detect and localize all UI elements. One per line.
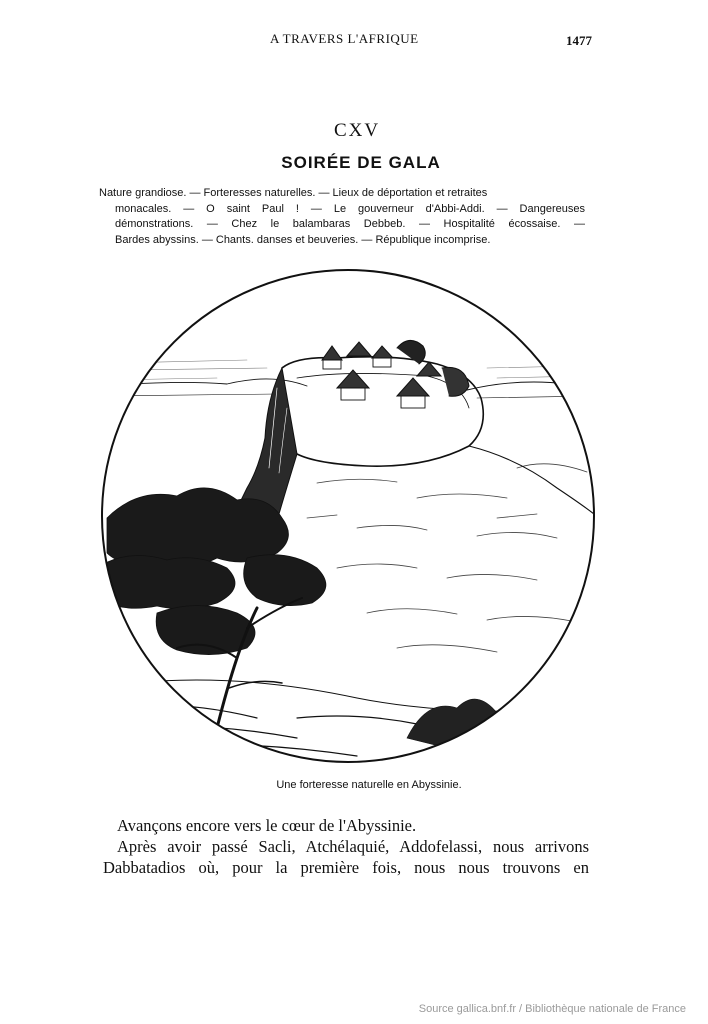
summary-line: Bardes abyssins. — Chants. danses et beuveries. — République incomprise. <box>115 233 491 246</box>
chapter-number: CXV <box>333 120 381 141</box>
summary-line: Nature grandiose. — Forteresses naturelles. — Lieux de déportation et retraites <box>99 187 488 199</box>
chapter-summary <box>99 186 585 248</box>
page-number: 1477 <box>566 33 592 48</box>
figure-caption: Une forteresse naturelle en Abyssinie. <box>276 779 462 791</box>
source-attribution: Source gallica.bnf.fr / Bibliothèque nationale de France <box>418 1003 686 1015</box>
body-line: Dabbatadios où, pour la première fois, nous nous trouvons en <box>103 858 589 877</box>
body-line: Avançons encore vers le cœur de l'Abyssinie. <box>117 816 417 835</box>
summary-line: démonstrations. — Chez le balambaras Debbeb. — Hospitalité écossaise. — <box>115 218 585 230</box>
body-line: Après avoir passé Sacli, Atchélaquié, Addofelassi, nous arrivons <box>117 837 589 856</box>
fortress-engraving <box>97 268 599 764</box>
summary-line: monacales. — O saint Paul ! — Le gouverneur d'Abbi-Addi. — Dangereuses <box>115 202 585 215</box>
body-text <box>103 815 589 878</box>
running-title: A TRAVERS L'AFRIQUE <box>270 31 419 46</box>
chapter-title: SOIRÉE DE GALA <box>281 153 441 172</box>
